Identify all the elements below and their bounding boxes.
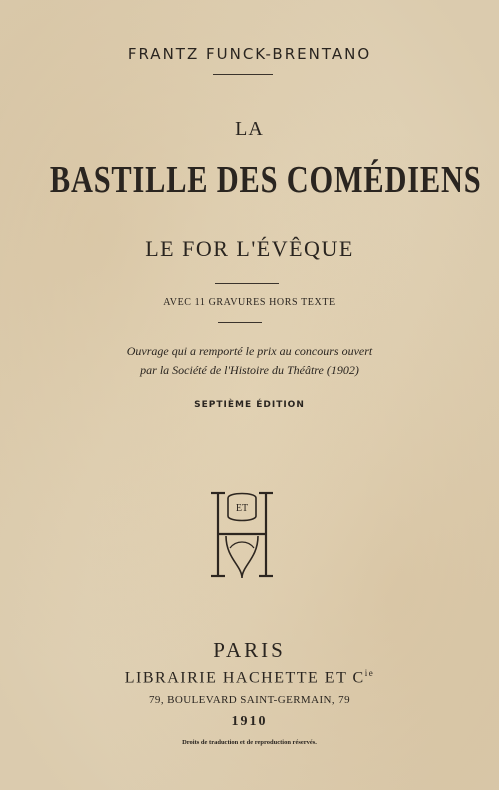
title-article: LA [235, 118, 264, 140]
author-name: FRANTZ FUNCK-BRENTANO [127, 45, 372, 63]
book-subtitle: LE FOR L'ÉVÊQUE [145, 236, 354, 261]
edition-label: SEPTIÈME ÉDITION [194, 400, 305, 410]
imprint-publisher [0, 668, 499, 687]
publisher-suffix: ie [364, 668, 375, 678]
monogram-letters: ET [235, 503, 249, 514]
prize-note-line-1: Ouvrage qui a remporté le prix au concours ouvert [126, 344, 373, 358]
illustrations-note: AVEC 11 GRAVURES HORS TEXTE [163, 297, 336, 308]
publisher-name: LIBRAIRIE HACHETTE ET C [124, 669, 365, 687]
rights-notice: Droits de traduction et de reproduction réservés. [182, 739, 317, 746]
author-divider [213, 74, 273, 75]
illustrations-divider [218, 322, 262, 323]
imprint-year: 1910 [231, 714, 268, 729]
imprint-address: 79, BOULEVARD SAINT-GERMAIN, 79 [149, 694, 350, 706]
hachette-monogram-icon [208, 488, 276, 583]
prize-note-line-2: par la Société de l'Histoire du Théâtre (1902) [140, 363, 359, 377]
book-title: BASTILLE DES COMÉDIENS [49, 159, 482, 201]
imprint-city: PARIS [213, 638, 286, 662]
subtitle-divider [215, 283, 279, 284]
